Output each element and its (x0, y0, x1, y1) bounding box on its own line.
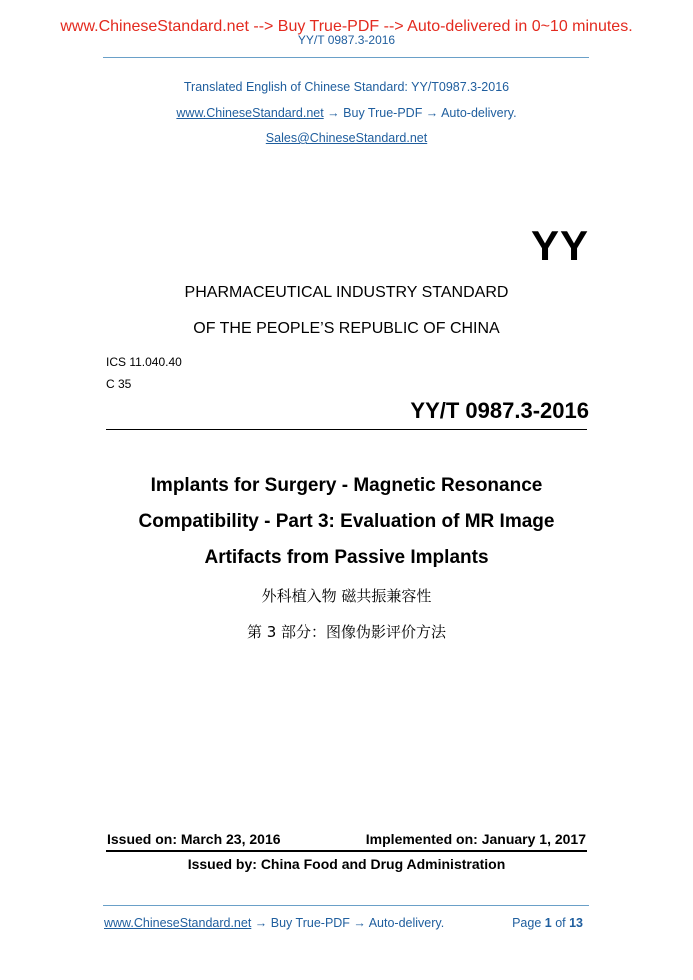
translated-line: Translated English of Chinese Standard: YY/T0987.3-2016 (183, 80, 510, 94)
page-indicator (512, 916, 583, 930)
standard-line-1: PHARMACEUTICAL INDUSTRY STANDARD (184, 284, 509, 301)
issue-divider (106, 850, 587, 852)
header-divider (103, 57, 589, 58)
chinese-title-1: 外科植入物 磁共振兼容性 (261, 587, 432, 605)
footer-divider (103, 905, 589, 906)
implemented-on-date: Implemented on: January 1, 2017 (365, 831, 586, 847)
buy-line (0, 106, 693, 120)
header-standard-code: YY/T 0987.3-2016 (297, 33, 396, 47)
chinese-title-2: 第 3 部分：图像伪影评价方法 (246, 623, 447, 641)
footer-buy-text: → Buy True-PDF → Auto-delivery. (251, 916, 445, 930)
footer-site-link[interactable]: www.ChineseStandard.net (104, 916, 252, 930)
buy-text: → Buy True-PDF → Auto-delivery. (323, 106, 517, 120)
title-divider (106, 429, 587, 430)
standard-line-2: OF THE PEOPLE’S REPUBLIC OF CHINA (193, 320, 500, 337)
ccs-code: C 35 (106, 377, 132, 391)
sales-line (0, 131, 693, 145)
site-link[interactable]: www.ChineseStandard.net (176, 106, 324, 120)
issued-by: Issued by: China Food and Drug Administration (187, 856, 506, 872)
standard-code: YY/T 0987.3-2016 (410, 398, 589, 423)
title-line-3: Artifacts from Passive Implants (204, 547, 489, 568)
page-label: Page (512, 916, 545, 930)
title-line-1: Implants for Surgery - Magnetic Resonance (150, 475, 543, 496)
promo-banner[interactable]: www.ChineseStandard.net --> Buy True-PDF --> Auto-delivered in 0~10 minutes. (60, 18, 633, 35)
title-line-2: Compatibility - Part 3: Evaluation of MR Image (138, 511, 555, 532)
ics-code: ICS 11.040.40 (106, 355, 182, 369)
page-total: 13 (569, 916, 583, 930)
of-label: of (551, 916, 570, 930)
footer-buy-line (104, 916, 444, 930)
yy-mark: YY (530, 222, 589, 269)
sales-email-link[interactable]: Sales@ChineseStandard.net (265, 131, 428, 145)
issued-on-date: Issued on: March 23, 2016 (107, 831, 281, 847)
page-number: 1 (544, 916, 552, 930)
